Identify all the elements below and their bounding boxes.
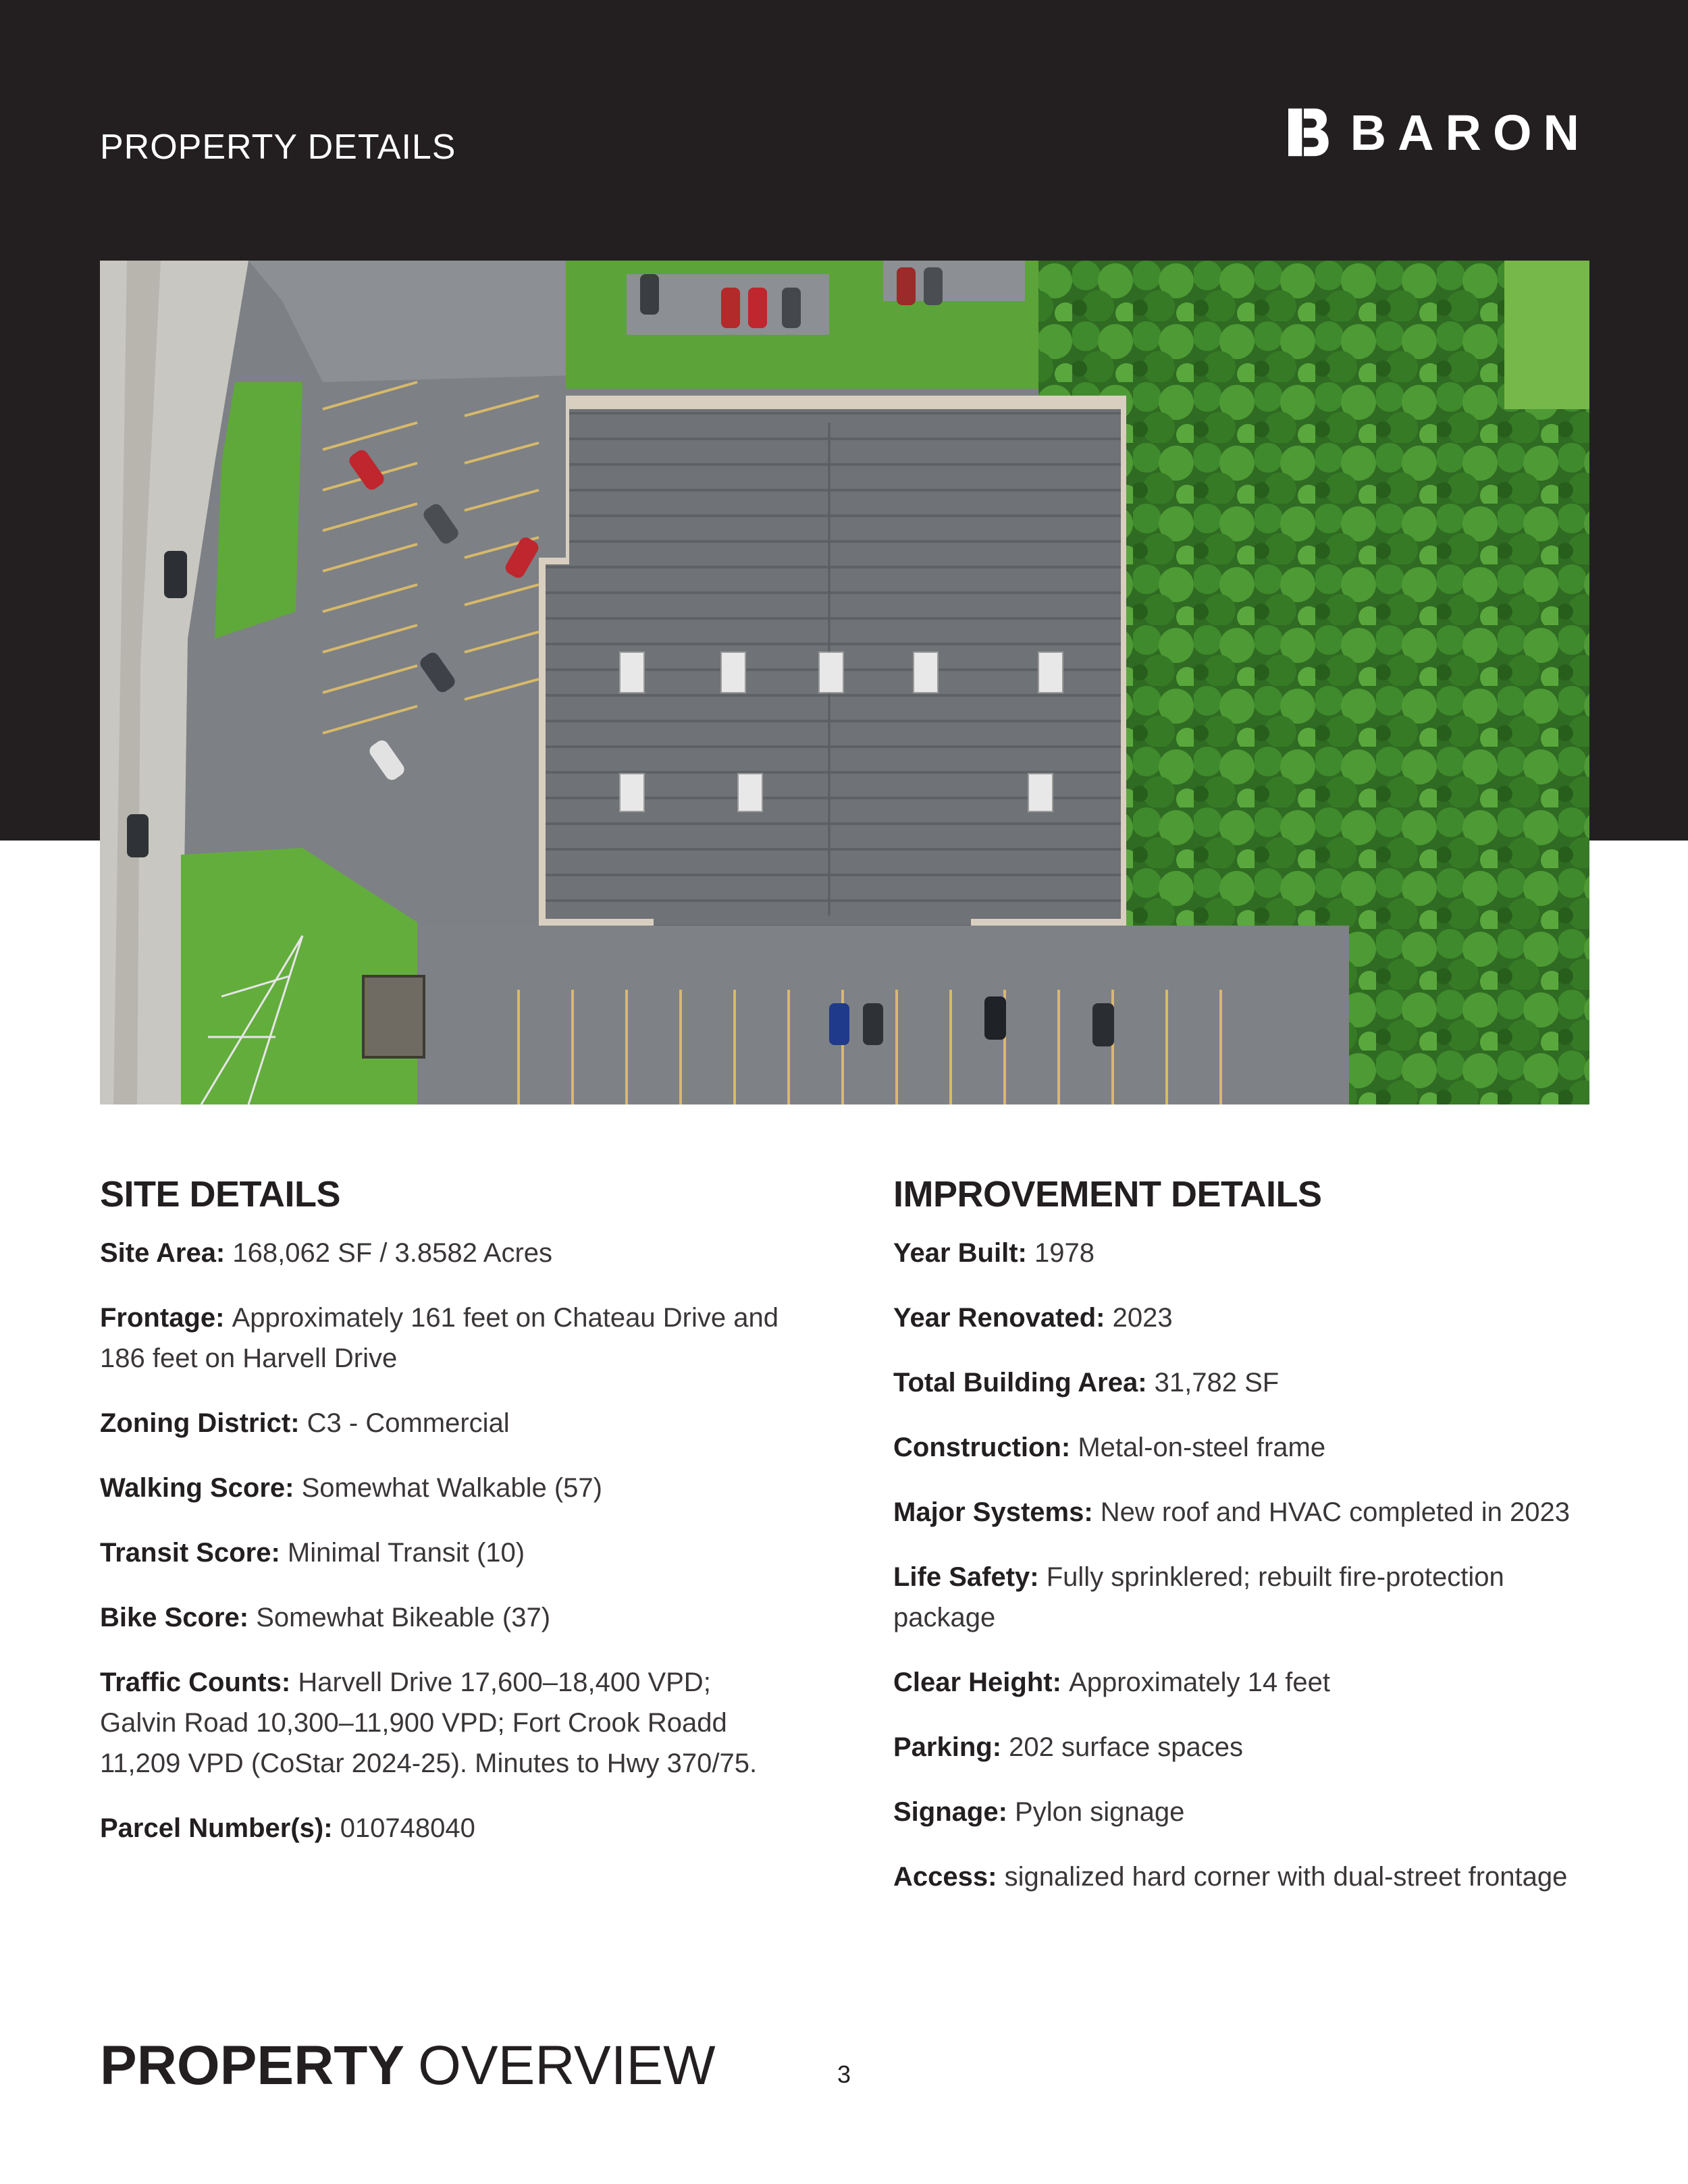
detail-label: Construction: xyxy=(893,1433,1071,1462)
bike-score-item xyxy=(100,1597,782,1638)
detail-label: Zoning District: xyxy=(100,1408,300,1438)
improvement-details-heading: IMPROVEMENT DETAILS xyxy=(893,1174,1322,1215)
major-systems-item xyxy=(893,1492,1589,1533)
life-safety-item xyxy=(893,1557,1589,1638)
detail-value: 010748040 xyxy=(340,1813,475,1843)
building-area-item xyxy=(893,1362,1589,1403)
site-details-heading: SITE DETAILS xyxy=(100,1174,341,1215)
clear-height-item xyxy=(893,1662,1589,1703)
parking-item xyxy=(893,1727,1589,1767)
detail-value: 31,782 SF xyxy=(1154,1368,1280,1397)
signage-item xyxy=(893,1792,1589,1832)
detail-label: Transit Score: xyxy=(100,1538,280,1568)
parcel-number-item xyxy=(100,1808,782,1848)
detail-label: Site Area: xyxy=(100,1238,226,1268)
detail-value: Approximately 161 feet on Chateau Drive and 186 feet on Harvell Drive xyxy=(100,1303,779,1373)
year-renovated-item xyxy=(893,1298,1589,1338)
detail-value: Fully sprinklered; rebuilt fire-protection package xyxy=(893,1562,1504,1632)
site-area-item xyxy=(100,1233,782,1273)
transit-score-item xyxy=(100,1533,782,1573)
detail-label: Clear Height: xyxy=(893,1668,1061,1697)
baron-b-icon xyxy=(1288,97,1329,167)
detail-value: C3 - Commercial xyxy=(307,1408,510,1438)
detail-value: Harvell Drive 17,600–18,400 VPD; Galvin Road 10,300–11,900 VPD; Fort Crook Roadd 11,209 VPD (CoStar 2024-25). Minutes to Hwy 370/75. xyxy=(100,1668,758,1778)
footer-title-light: OVERVIEW xyxy=(418,2035,716,2096)
zoning-item xyxy=(100,1403,782,1443)
detail-label: Major Systems: xyxy=(893,1497,1093,1527)
page-number: 3 xyxy=(837,2060,851,2088)
detail-label: Parking: xyxy=(893,1732,1002,1762)
detail-value: Approximately 14 feet xyxy=(1069,1668,1330,1697)
year-built-item xyxy=(893,1233,1589,1273)
detail-value: 1978 xyxy=(1034,1238,1094,1268)
detail-label: Signage: xyxy=(893,1797,1007,1827)
brand-logo xyxy=(1288,97,1591,167)
aerial-property-photo xyxy=(100,261,1589,1104)
footer-title xyxy=(100,2032,716,2100)
detail-label: Year Built: xyxy=(893,1238,1027,1268)
brand-wordmark: BARON xyxy=(1350,104,1591,161)
detail-value: 202 surface spaces xyxy=(1009,1732,1244,1762)
detail-label: Traffic Counts: xyxy=(100,1668,291,1697)
detail-label: Walking Score: xyxy=(100,1473,294,1503)
access-item xyxy=(893,1857,1589,1897)
detail-value: Somewhat Walkable (57) xyxy=(301,1473,602,1503)
footer-title-bold: PROPERTY xyxy=(100,2035,405,2096)
detail-value: Somewhat Bikeable (37) xyxy=(256,1603,551,1632)
detail-label: Year Renovated: xyxy=(893,1303,1105,1333)
detail-label: Frontage: xyxy=(100,1303,225,1333)
detail-label: Access: xyxy=(893,1862,997,1892)
detail-label: Parcel Number(s): xyxy=(100,1813,333,1843)
detail-label: Life Safety: xyxy=(893,1562,1039,1592)
improvement-details-section xyxy=(893,1172,1589,1921)
detail-label: Bike Score: xyxy=(100,1603,249,1632)
traffic-counts-item xyxy=(100,1662,782,1784)
detail-value: signalized hard corner with dual-street frontage xyxy=(1004,1862,1568,1892)
detail-value: Metal-on-steel frame xyxy=(1078,1433,1326,1462)
detail-value: Minimal Transit (10) xyxy=(287,1538,525,1568)
detail-label: Total Building Area: xyxy=(893,1368,1147,1397)
detail-value: Pylon signage xyxy=(1015,1797,1185,1827)
page-section-label: PROPERTY DETAILS xyxy=(100,128,456,167)
construction-item xyxy=(893,1427,1589,1468)
detail-value: 2023 xyxy=(1112,1303,1173,1333)
detail-value: 168,062 SF / 3.8582 Acres xyxy=(232,1238,553,1268)
site-details-section xyxy=(100,1172,782,1873)
detail-value: New roof and HVAC completed in 2023 xyxy=(1100,1497,1570,1527)
frontage-item xyxy=(100,1298,782,1379)
walking-score-item xyxy=(100,1468,782,1508)
